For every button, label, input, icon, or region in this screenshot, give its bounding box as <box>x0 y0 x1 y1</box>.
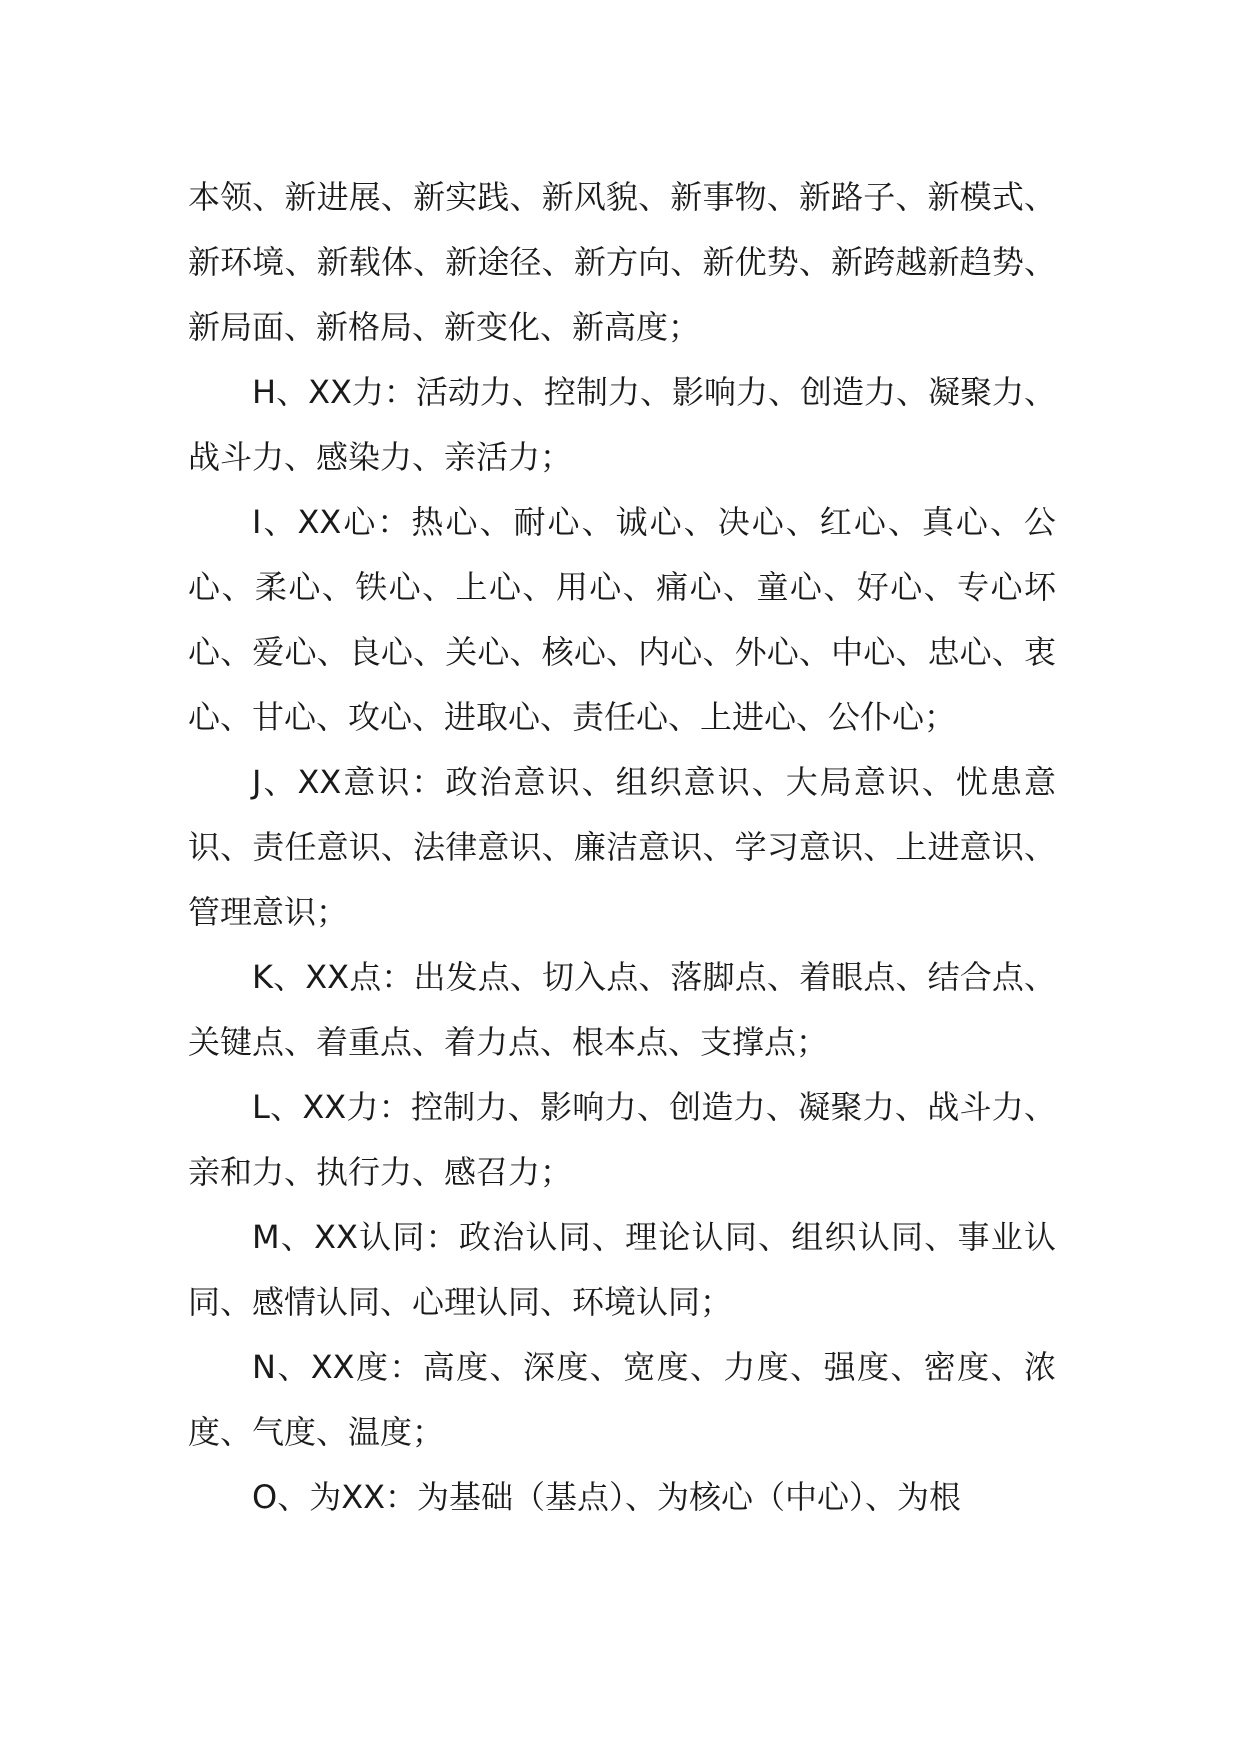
paragraph-item-h: H、XX力：活动力、控制力、影响力、创造力、凝聚力、战斗力、感染力、亲活力； <box>188 373 1056 476</box>
paragraph-item-l: L、XX力：控制力、影响力、创造力、凝聚力、战斗力、亲和力、执行力、感召力； <box>188 1088 1056 1191</box>
paragraph-item-m: M、XX认同：政治认同、理论认同、组织认同、事业认同、感情认同、心理认同、环境认同； <box>188 1218 1056 1321</box>
paragraph-item-o: O、为XX：为基础（基点）、为核心（中心）、为根 <box>252 1478 962 1516</box>
paragraph-item-k: K、XX点：出发点、切入点、落脚点、着眼点、结合点、关键点、着重点、着力点、根本点、支撑点； <box>188 958 1056 1061</box>
document-body <box>188 165 1056 1530</box>
paragraph-item-j: J、XX意识：政治意识、组织意识、大局意识、忧患意识、责任意识、法律意识、廉洁意识、学习意识、上进意识、管理意识； <box>188 763 1056 931</box>
paragraph-item-i: I、XX心：热心、耐心、诚心、决心、红心、真心、公心、柔心、铁心、上心、用心、痛心、童心、好心、专心坏心、爱心、良心、关心、核心、内心、外心、中心、忠心、衷心、甘心、攻心、进取心、责任心、上进心、公仆心； <box>188 503 1056 736</box>
paragraph-continuation: 本领、新进展、新实践、新风貌、新事物、新路子、新模式、新环境、新载体、新途径、新方向、新优势、新跨越新趋势、新局面、新格局、新变化、新高度； <box>188 178 1056 346</box>
paragraph-item-n: N、XX度：高度、深度、宽度、力度、强度、密度、浓度、气度、温度； <box>188 1348 1056 1451</box>
